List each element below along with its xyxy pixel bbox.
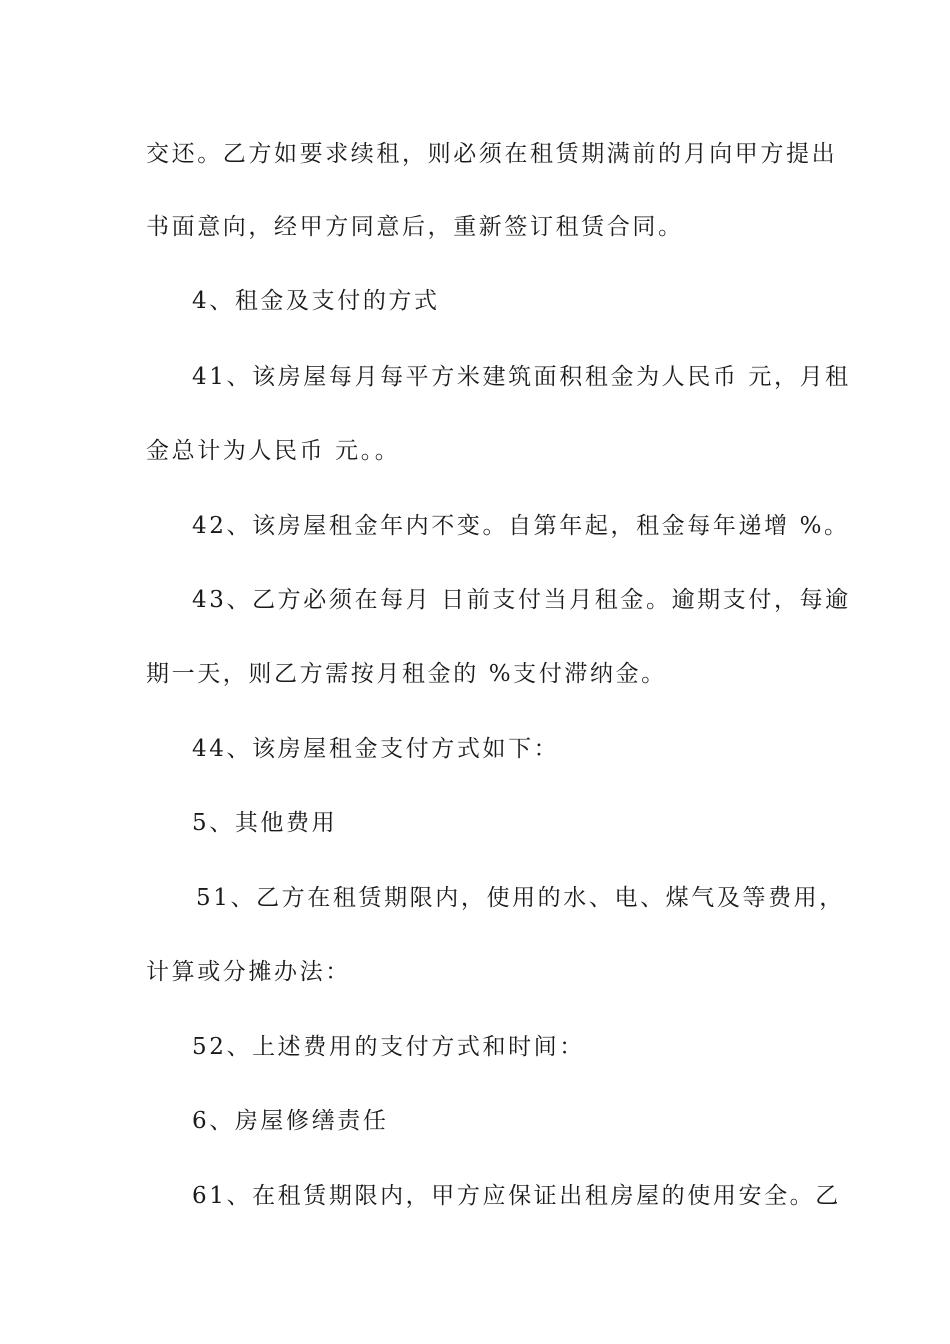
clause-line: 44、该房屋租金支付方式如下： (192, 736, 560, 762)
section-heading: 5、其他费用 (192, 810, 338, 836)
section-heading: 6、房屋修缮责任 (192, 1108, 389, 1134)
clause-line: 41、该房屋每月每平方米建筑面积租金为人民币 元，月租 (192, 364, 851, 390)
paragraph-line: 交还。乙方如要求续租，则必须在租赁期满前的月向甲方提出 (146, 141, 838, 167)
clause-line: 52、上述费用的支付方式和时间： (192, 1034, 585, 1060)
clause-line: 42、该房屋租金年内不变。自第年起，租金每年递增 %。 (192, 513, 850, 539)
clause-line: 43、乙方必须在每月 日前支付当月租金。逾期支付，每逾 (192, 587, 851, 613)
section-heading: 4、租金及支付的方式 (192, 288, 440, 314)
paragraph-line: 计算或分摊办法： (146, 959, 351, 985)
paragraph-line: 金总计为人民币 元。。 (146, 438, 401, 464)
paragraph-line: 期一天，则乙方需按月租金的 %支付滞纳金。 (146, 661, 667, 687)
paragraph-line: 书面意向，经甲方同意后，重新签订租赁合同。 (146, 214, 684, 240)
clause-line: 51、乙方在租赁期限内，使用的水、电、煤气及等费用， (196, 885, 845, 911)
clause-line: 61、在租赁期限内，甲方应保证出租房屋的使用安全。乙 (192, 1183, 841, 1209)
